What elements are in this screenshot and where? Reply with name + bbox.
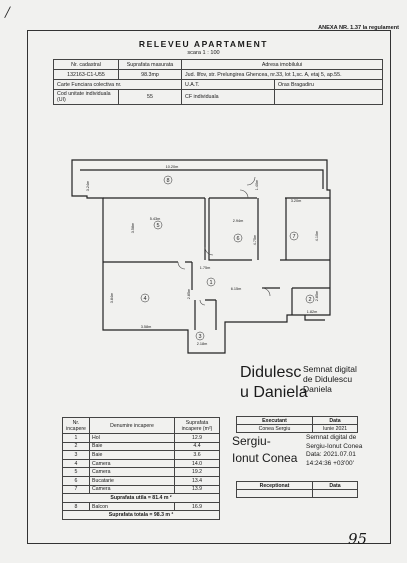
room-name-cell: Camera: [90, 485, 175, 494]
executant-date-header: Data: [313, 417, 358, 425]
dim-label: 4.75m: [253, 234, 257, 246]
dim-label: 1.40m: [255, 179, 259, 191]
digital-signature-note: [306, 434, 362, 468]
cell-uat-value: Oras Bragadiru: [275, 80, 383, 90]
room-area-cell: 4.4: [175, 442, 220, 451]
room-area-cell: 16.9: [175, 502, 220, 511]
room-area-cell: 13.9: [175, 485, 220, 494]
signer-name: Ionut Conea: [232, 451, 298, 465]
receptionat-date-header: Data: [313, 482, 358, 490]
document-title: RELEVEU APARTAMENT: [138, 39, 269, 49]
cell-land-book-label: Carte Funciara colectiva nr.: [54, 80, 182, 90]
cell-individual-cf-label: CF individuala: [182, 90, 275, 105]
table-row: [63, 459, 220, 468]
executant-header: Executant: [237, 417, 313, 425]
cell-unit-code-label: Cod unitate individuala (UI): [54, 90, 119, 105]
table-row: [63, 485, 220, 494]
cell-address-value: Jud. Ilfov, str. Prelungirea Ghencea, nr.33, lot 1,sc. A, etaj 5, ap.55.: [182, 70, 383, 80]
room-name-cell: Camera: [90, 459, 175, 468]
room-number: 8: [166, 178, 170, 184]
room-number: 1: [209, 280, 213, 286]
cell-area-value: 98.3mp: [119, 70, 182, 80]
room-number: 2: [308, 297, 312, 303]
signature-text: Daniela: [303, 384, 332, 394]
table-row: [63, 451, 220, 460]
room-name-cell: Baie: [90, 451, 175, 460]
room-number: 6: [236, 236, 240, 242]
room-number-cell: 6: [63, 476, 90, 485]
dim-label: 3.20m: [290, 199, 302, 203]
signature-text: Data: 2021.07.01: [306, 451, 356, 458]
annex-label: ANEXA NR. 1.37 la regulament: [318, 25, 399, 31]
dim-label: 1.82m: [306, 310, 318, 314]
room-number-cell: 2: [63, 442, 90, 451]
table-row: [63, 468, 220, 477]
col-header-room-area: Suprafata incapere (m²): [175, 418, 220, 434]
executant-name: Conea Sergiu: [237, 425, 313, 433]
plan-walls: [72, 160, 330, 353]
signature-text: Sergiu-Ionut Conea: [306, 442, 363, 450]
col-header-room-name: Denumire incapere: [90, 418, 175, 434]
dim-label: 3.84m: [110, 292, 114, 304]
room-number-cell: 5: [63, 468, 90, 477]
dim-label: 2.85m: [315, 290, 319, 302]
signature-text: de Didulescu: [303, 374, 353, 384]
room-name-cell: Baie: [90, 442, 175, 451]
cell-cadastral-label: Nr. cadastral: [54, 60, 119, 70]
dim-label: 4.10m: [315, 230, 319, 242]
signature-text: Semnat digital: [303, 364, 357, 374]
dim-label: 3.24m: [86, 180, 90, 192]
room-number: 4: [143, 296, 147, 302]
dim-label: 6.15m: [230, 287, 242, 291]
room-number-cell: 1: [63, 434, 90, 443]
scale-label: scara 1 : 100: [187, 50, 220, 56]
dim-label: 5.43m: [149, 217, 161, 221]
room-number: 5: [156, 223, 160, 229]
table-row: [63, 476, 220, 485]
room-number-cell: 4: [63, 459, 90, 468]
room-name-cell: Balcon: [90, 502, 175, 511]
cell-unit-code-value: 55: [119, 90, 182, 105]
room-number: 7: [292, 234, 296, 240]
room-area-cell: 12.9: [175, 434, 220, 443]
executant-date: Iunie 2021: [313, 425, 358, 433]
handwritten-page-number: 95: [348, 530, 368, 548]
grand-total: Suprafata totala = 98.3 m ²: [63, 511, 220, 520]
table-row: [63, 442, 220, 451]
dim-label: 2.94m: [232, 219, 244, 223]
cell-cadastral-value: 132163-C1-U55: [54, 70, 119, 80]
useful-area-total-row: [63, 494, 220, 503]
cell-address-label: Adresa imobilului: [182, 60, 383, 70]
room-name-cell: Bucatarie: [90, 476, 175, 485]
signer-name: Didulesc: [240, 364, 302, 381]
room-name-cell: Camera: [90, 468, 175, 477]
dim-label: 3.58m: [131, 222, 135, 234]
dim-label: 10.20m: [165, 165, 179, 169]
plan-dimensions: [86, 165, 319, 346]
dim-label: 2.18m: [196, 342, 208, 346]
col-header-room-number: Nr. incapere: [63, 418, 90, 434]
dim-label: 3.58m: [140, 325, 152, 329]
room-area-cell: 14.0: [175, 459, 220, 468]
rooms-table: [62, 417, 220, 520]
cell-area-label: Suprafata masurata: [119, 60, 182, 70]
digital-signature-note: [303, 364, 357, 394]
dim-label: 1.75m: [199, 266, 211, 270]
dim-label: 2.85m: [187, 288, 191, 300]
signer-name: u Daniela: [240, 384, 308, 401]
page-corner-mark: /: [3, 1, 12, 23]
signature-conea: [232, 433, 297, 467]
cell-uat-label: U.A.T.: [182, 80, 275, 90]
room-number: 3: [198, 334, 202, 340]
room-area-cell: 3.6: [175, 451, 220, 460]
signature-text: Semnat digital de: [306, 434, 357, 441]
room-area-cell: 19.2: [175, 468, 220, 477]
executant-table: [236, 416, 358, 433]
room-number-cell: 8: [63, 502, 90, 511]
room-name-cell: Hol: [90, 434, 175, 443]
room-number-cell: 3: [63, 451, 90, 460]
room-area-cell: 13.4: [175, 476, 220, 485]
table-row: [63, 502, 220, 511]
signature-didulescu: [240, 363, 308, 403]
grand-total-row: [63, 511, 220, 520]
receptionat-header: Receptionat: [237, 482, 313, 490]
room-number-cell: 7: [63, 485, 90, 494]
useful-area-total: Suprafata utila = 81.4 m ²: [63, 494, 220, 503]
table-row: [63, 434, 220, 443]
receptionat-table: [236, 481, 358, 498]
receptionat-value: [237, 490, 313, 498]
signature-text: 14:24:36 +03'00': [306, 459, 354, 467]
signer-name: Sergiu-: [232, 434, 271, 448]
receptionat-date-value: [313, 490, 358, 498]
